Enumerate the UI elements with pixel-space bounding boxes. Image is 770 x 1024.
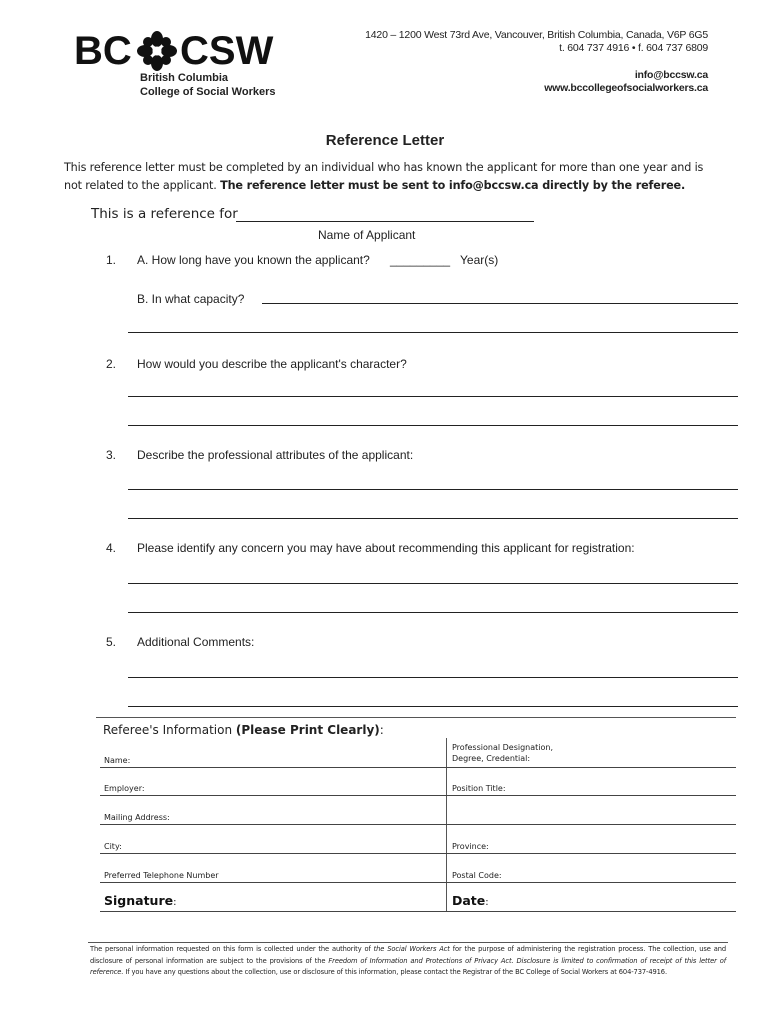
designation-label: Professional Designation, Degree, Credential: [452,743,554,763]
page-title: Reference Letter [325,132,445,149]
telephone-label: Preferred Telephone Number [104,871,219,880]
years-known-input[interactable]: _________ [390,253,451,267]
logo [74,28,304,74]
date-label: Date: [452,893,489,908]
comments-input-line2[interactable] [128,706,738,707]
q2-number: 2. [105,357,116,371]
city-input[interactable] [100,853,736,854]
attributes-input-line2[interactable] [128,518,738,519]
city-label: City: [104,842,122,851]
q4-number: 4. [105,541,116,555]
referee-column-divider [446,738,447,912]
mailing-address-input[interactable] [100,824,736,825]
org-name-line1: British Columbia [140,72,229,84]
reference-for-label: This is a reference for [91,206,238,222]
capacity-input-line1[interactable] [262,303,738,304]
referee-name-input[interactable] [100,767,736,768]
signature-label: Signature: [104,893,177,908]
address: 1420 – 1200 West 73rd Ave, Vancouver, British Columbia, Canada, V6P 6G5 [365,29,708,41]
website-link[interactable]: www.bccollegeofsocialworkers.ca [544,82,708,94]
concern-input-line1[interactable] [128,583,738,584]
flower-logo-icon [136,30,178,72]
intro-bold: The reference letter must be sent to info@bccsw.ca directly by the referee. [220,179,686,192]
telephone-input[interactable] [100,882,736,883]
employer-input[interactable] [100,795,736,796]
org-name-line2: College of Social Workers [140,86,276,98]
logo-text-bc: BC [74,29,132,73]
q4-label: Please identify any concern you may have about recommending this applicant for registration: [137,541,635,555]
character-input-line2[interactable] [128,425,738,426]
referee-section-divider [96,717,736,718]
q5-label: Additional Comments: [137,635,255,649]
privacy-notice: The personal information requested on this form is collected under the authority of the Social Workers Act for the purpose of administering the registration process. The collection, use and disclosure of personal information are subject to the provisions of the Freedom of Information and Protections of Privacy Act. Disclosure is limited to confirmation of receipt of this letter of reference. If you have any questions about the collection, use or disclosure of this information, please contact the Registrar of the BC College of Social Workers at 604-737-4916. [90,945,727,976]
postal-code-label: Postal Code: [452,871,502,880]
privacy-divider [88,942,728,943]
province-label: Province: [452,842,489,851]
contact-block [308,29,708,95]
q5-number: 5. [105,635,116,649]
referee-name-label: Name: [104,756,131,765]
referee-heading: Referee's Information (Please Print Clearly): [103,723,384,737]
applicant-name-input[interactable] [236,221,534,222]
q2-label: How would you describe the applicant's character? [137,357,407,371]
position-title-label: Position Title: [452,784,506,793]
signature-input[interactable] [100,911,736,912]
q3-label: Describe the professional attributes of the applicant: [137,448,414,462]
q1-number: 1. [105,253,116,267]
q1a-label: A. How long have you known the applicant? [137,253,370,267]
logo-text-csw: CSW [180,29,274,73]
concern-input-line2[interactable] [128,612,738,613]
intro-text [64,159,724,195]
years-suffix: Year(s) [460,253,499,267]
mailing-address-label: Mailing Address: [104,813,170,822]
q3-number: 3. [105,448,116,462]
employer-label: Employer: [104,784,145,793]
attributes-input-line1[interactable] [128,489,738,490]
email-link[interactable]: info@bccsw.ca [634,69,708,81]
capacity-input-line2[interactable] [128,332,738,333]
referee-heading-bold: (Please Print Clearly) [235,723,380,737]
character-input-line1[interactable] [128,396,738,397]
intro-plain: This reference letter must be completed by an individual who has known the applicant for more than one year and is not related to the applicant. [64,161,704,192]
phone-fax: t. 604 737 4916 • f. 604 737 6809 [559,42,708,54]
q1b-label: B. In what capacity? [137,292,245,306]
comments-input-line1[interactable] [128,677,738,678]
referee-heading-plain: Referee's Information [103,723,233,737]
applicant-name-caption: Name of Applicant [318,228,416,242]
